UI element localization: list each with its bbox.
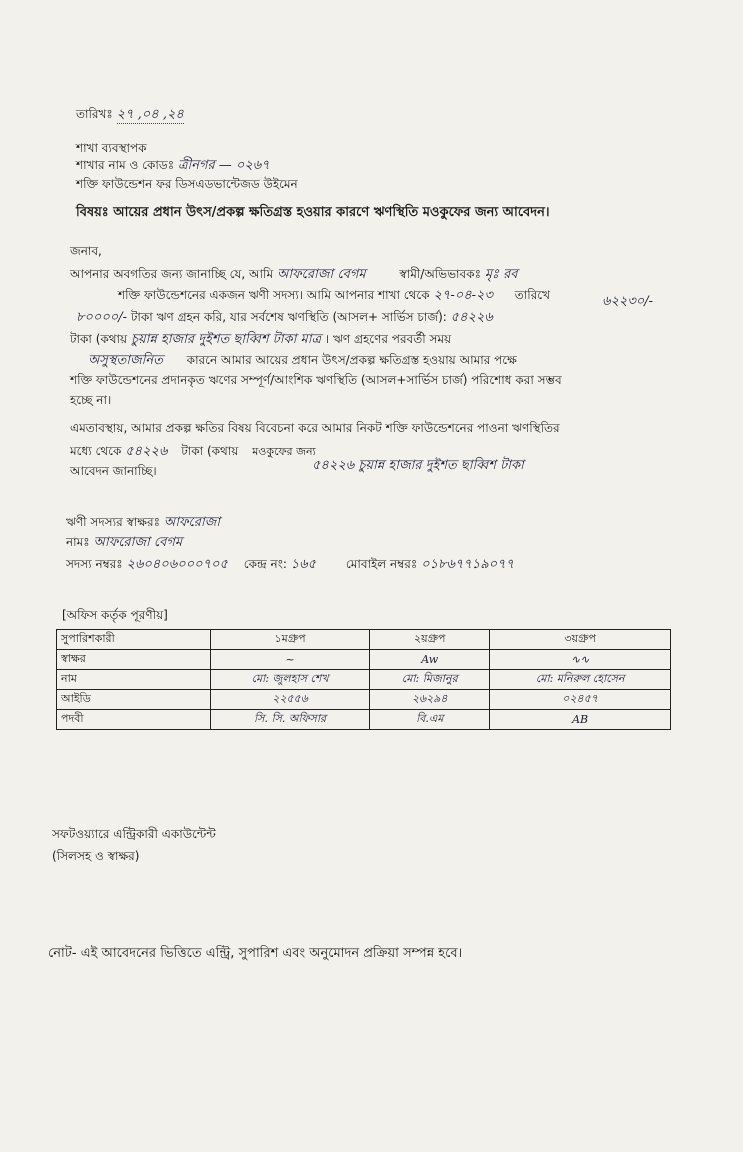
foundation-name: শক্তি ফাউন্ডেশন ফর ডিসএডভান্টেজড উইমেন <box>76 177 298 191</box>
signature-mark: ∿∿ <box>570 653 590 666</box>
para1-line1 <box>70 266 518 283</box>
table-header-cell: ২য়গ্রুপ <box>370 630 490 650</box>
accountant-subtitle: (সিলসহ ও স্বাক্ষর) <box>52 849 140 863</box>
table-cell: মো: মিজানুর <box>370 670 490 690</box>
accountant-title: সফটওয়্যারে এন্ট্রিকারী একাউন্টেন্ট <box>52 827 216 841</box>
row-label: পদবী <box>57 710 211 730</box>
center-label: কেন্দ্র নং: <box>243 557 287 571</box>
signature-cell <box>211 650 370 670</box>
balance-words-hw: চুয়ান্ন হাজার দুইশত ছাব্বিশ টাকা মাত্র <box>130 332 322 347</box>
member-number-hw: ২৬০৪০৬০০০৭০৫ <box>126 557 228 572</box>
total-hw: ৬২২৩০/- <box>602 294 654 309</box>
branch-value: ত্রীনগর — ০২৬৭ <box>177 158 270 173</box>
subject-line: বিষয়ঃ আয়ের প্রধান উৎস/প্রকল্প ক্ষতিগ্রস্ত হওয়ার কারণে ঋণস্থিতি মওকুফের জন্য আবেদন। <box>76 205 550 220</box>
table-cell: ২৬২৯৪ <box>370 690 490 710</box>
date-label: তারিখঃ <box>76 107 113 121</box>
table-row <box>57 710 671 730</box>
text: তারিখে <box>514 288 551 302</box>
member-signature-hw: আফরোজা <box>163 515 221 530</box>
loan-date-hw: ২৭-০৪-২৩ <box>433 288 493 303</box>
office-heading: [অফিস কর্তৃক পূরণীয়] <box>62 608 168 622</box>
signature-cell: Aw <box>370 650 490 670</box>
text: টাকা (কথায় <box>181 444 239 458</box>
row-label: নাম <box>57 670 211 690</box>
table-row <box>57 650 671 670</box>
para1-line5 <box>88 352 517 369</box>
branch-line <box>76 157 270 174</box>
table-cell: ২২৫৫৬ <box>211 690 370 710</box>
member-name-line <box>66 534 182 551</box>
row-label: আইডি <box>57 690 211 710</box>
member-number-label: সদস্য নম্বরঃ <box>66 557 123 571</box>
guardian-label: স্বামী/অভিভাবকঃ <box>399 267 481 281</box>
para1-line6: শক্তি ফাউন্ডেশনের প্রদানকৃত ঋণের সম্পূর্ণ/আংশিক ঋণস্থিতি (আসল+সার্ভিস চার্জ) পরিশোধ করা সম্ভব <box>70 373 562 387</box>
branch-label: শাখার নাম ও কোডঃ <box>76 158 175 172</box>
table-header-cell: ৩য়গ্রুপ <box>490 630 671 650</box>
date-value: ২৭ ,০৪ ,২৪ <box>116 107 184 122</box>
date-line <box>76 106 184 124</box>
table-cell: সি. সি. অফিসার <box>211 710 370 730</box>
mobile-label: মোবাইল নম্বরঃ <box>345 557 418 571</box>
text: টাকা (কথায় <box>70 332 128 346</box>
table-header-row <box>57 630 671 650</box>
text: আপনার অবগতির জন্য জানাচ্ছি যে, আমি <box>70 267 274 281</box>
member-signature-line <box>66 514 220 531</box>
footer-note: নোট- এই আবেদনের ভিত্তিতে এন্ট্রি, সুপারিশ এবং অনুমোদন প্রক্রিয়া সম্পন্ন হবে। <box>48 946 463 961</box>
name-label: নামঃ <box>66 535 90 549</box>
member-name-value: আফরোজা বেগম <box>93 535 183 550</box>
loan-amount-hw: ৮০০০০/- <box>76 310 128 325</box>
text: মওকুফের জন্য <box>252 445 316 458</box>
waiver-amount-hw: ৫৪২২৬ <box>125 444 168 459</box>
table-cell: মো: জুলহাস শেখ <box>211 670 370 690</box>
para2-line3: আবেদন জানাচ্ছি। <box>70 464 157 478</box>
signature-label: ঋণী সদস্যর স্বাক্ষরঃ <box>66 515 160 529</box>
text: মধ্যে থেকে <box>70 444 122 458</box>
para1-line7: হচ্ছে না। <box>70 393 112 407</box>
center-hw: ১৬৫ <box>290 557 317 572</box>
member-name-hw: আফরোজা বেগম <box>276 267 366 282</box>
salutation: জনাব, <box>70 244 102 258</box>
waiver-words-hw: ৫৪২২৬ চুয়ান্ন হাজার দুইশত ছাব্বিশ টাকা <box>312 458 524 473</box>
table-cell: বি.এম <box>370 710 490 730</box>
member-number-line <box>66 556 514 573</box>
guardian-hw: মৃঃ রব <box>484 267 518 282</box>
mobile-hw: ০১৮৬৭৭১৯০৭৭ <box>421 557 515 572</box>
text: । ঋণ গ্রহণের পরবর্তী সময় <box>324 332 452 346</box>
signature-cell <box>490 650 671 670</box>
para1-line3 <box>76 309 493 326</box>
office-table <box>56 629 671 730</box>
table-row <box>57 690 671 710</box>
signature-mark: ~ <box>285 653 295 666</box>
reason-hw: অসুস্থতাজনিত <box>88 353 163 368</box>
table-cell: ০২৪৫৭ <box>490 690 671 710</box>
addressee: শাখা ব্যবস্থাপক <box>76 141 147 155</box>
para1-line2 <box>118 287 550 304</box>
table-header-cell: সুপারিশকারী <box>57 630 211 650</box>
table-cell: মো: মনিরুল হোসেন <box>490 670 671 690</box>
para1-line4 <box>70 331 451 348</box>
table-header-cell: ১মগ্রুপ <box>211 630 370 650</box>
row-label: স্বাক্ষর <box>57 650 211 670</box>
text: শক্তি ফাউন্ডেশনের একজন ঋণী সদস্য। আমি আপনার শাখা থেকে <box>118 288 430 302</box>
table-row <box>57 670 671 690</box>
text: কারনে আমার আয়ের প্রধান উৎস/প্রকল্প ক্ষতিগ্রস্ত হওয়ায় আমার পক্ষে <box>186 353 517 367</box>
para2-line1: এমতাবস্থায়, আমার প্রকল্প ক্ষতির বিষয় বিবেচনা করে আমার নিকট শক্তি ফাউন্ডেশনের পাওনা ঋণস্থিতির <box>70 421 560 435</box>
para2-line2 <box>70 443 316 460</box>
balance-hw: ৫৪২২৬ <box>450 310 493 325</box>
text: টাকা ঋণ গ্রহন করি, যার সর্বশেষ ঋণস্থিতি (আসল+ সার্ভিস চার্জ): <box>130 310 447 324</box>
table-cell: AB <box>490 710 671 730</box>
